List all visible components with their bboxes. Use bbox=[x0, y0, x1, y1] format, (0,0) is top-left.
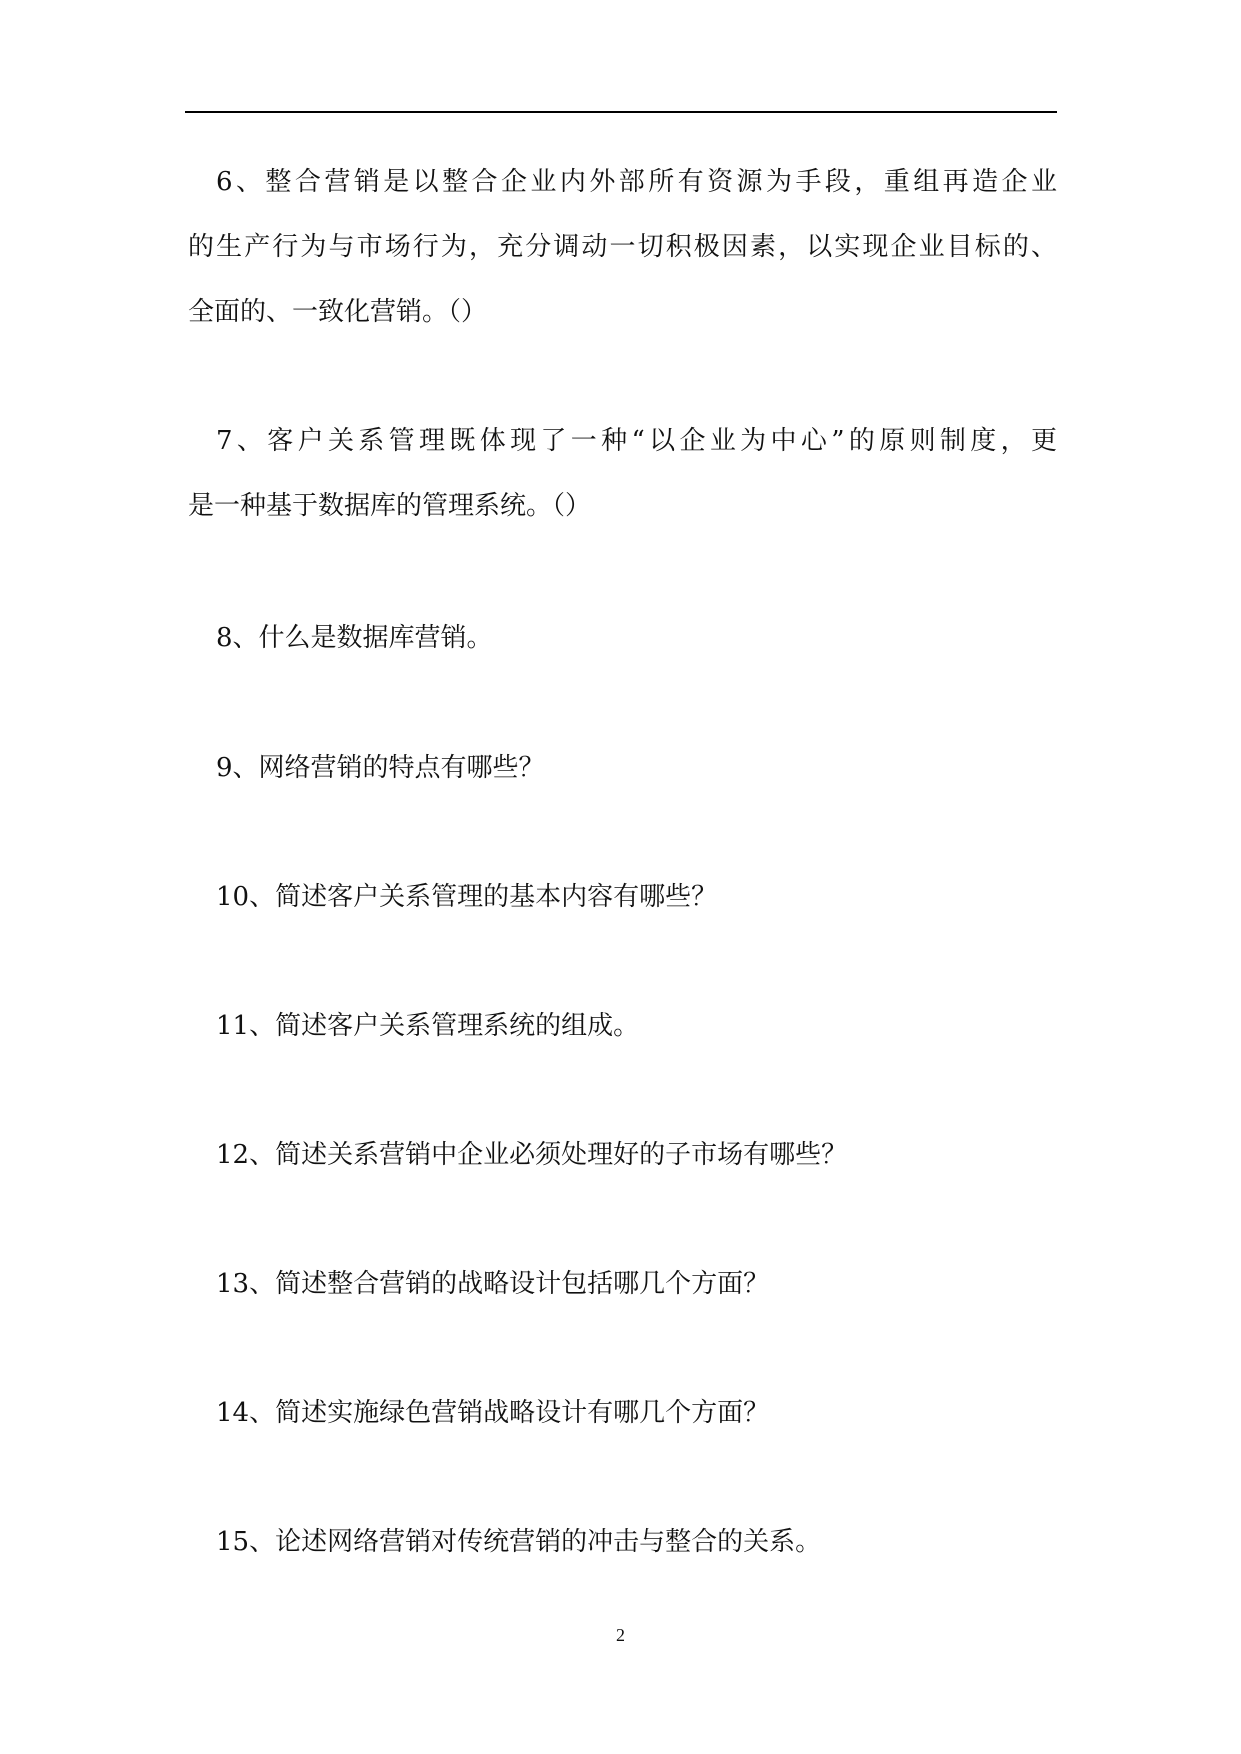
question-11 bbox=[188, 994, 1057, 1059]
question-13-line-1: 13、简述整合营销的战略设计包括哪几个方面？ bbox=[216, 1269, 770, 1299]
question-15-line-1: 15、论述网络营销对传统营销的冲击与整合的关系。 bbox=[216, 1527, 822, 1557]
page-number: 2 bbox=[616, 1625, 625, 1645]
question-6-line-3: 全面的、一致化营销。（） bbox=[188, 297, 488, 327]
question-9 bbox=[188, 736, 1057, 801]
header-rule bbox=[185, 111, 1057, 113]
question-10-line-1: 10、简述客户关系管理的基本内容有哪些？ bbox=[216, 882, 718, 912]
question-8 bbox=[188, 606, 1057, 671]
question-14 bbox=[188, 1381, 1057, 1446]
question-10 bbox=[188, 865, 1057, 930]
question-9-line-1: 9、网络营销的特点有哪些？ bbox=[216, 753, 545, 783]
question-6-line-2: 的生产行为与市场行为，充分调动一切积极因素，以实现企业目标的、 bbox=[188, 232, 1057, 262]
question-12-line-1: 12、简述关系营销中企业必须处理好的子市场有哪些？ bbox=[216, 1140, 848, 1170]
question-15 bbox=[188, 1510, 1057, 1575]
question-7 bbox=[188, 409, 1057, 539]
question-12 bbox=[188, 1123, 1057, 1188]
question-14-line-1: 14、简述实施绿色营销战略设计有哪几个方面？ bbox=[216, 1398, 770, 1428]
question-7-line-2: 是一种基于数据库的管理系统。（） bbox=[188, 491, 592, 521]
question-6 bbox=[188, 150, 1057, 345]
question-11-line-1: 11、简述客户关系管理系统的组成。 bbox=[216, 1011, 640, 1041]
question-13 bbox=[188, 1252, 1057, 1317]
question-7-line-1: 7、客户关系管理既体现了一种“以企业为中心”的原则制度，更 bbox=[216, 426, 1057, 456]
question-6-line-1: 6、整合营销是以整合企业内外部所有资源为手段，重组再造企业 bbox=[216, 167, 1057, 197]
question-8-line-1: 8、什么是数据库营销。 bbox=[216, 623, 493, 653]
